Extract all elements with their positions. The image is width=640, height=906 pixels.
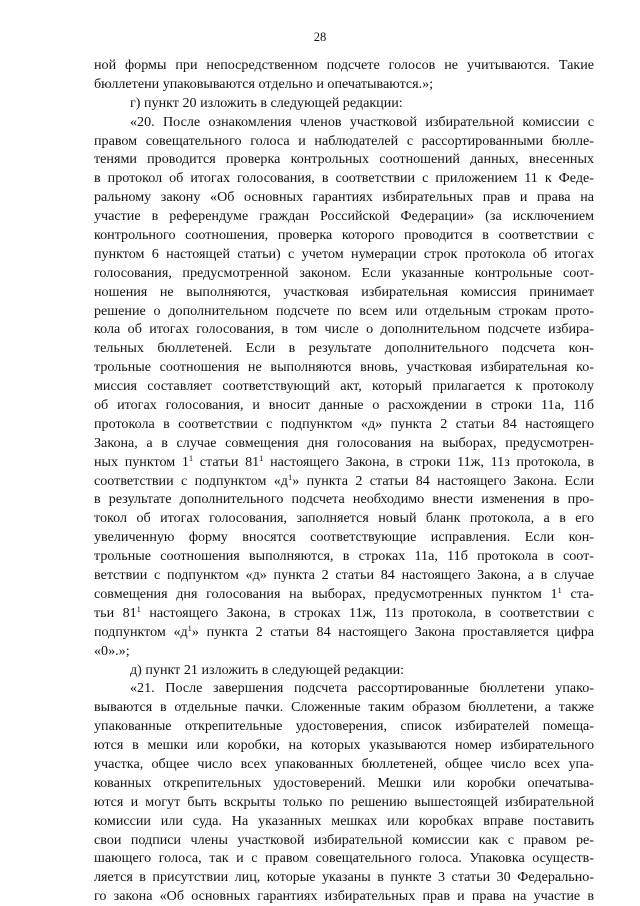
superscript: 1 xyxy=(188,452,194,463)
text-line: тельных бюллетеней. Если в результате дополнительного подсчета кон- xyxy=(94,340,594,357)
superscript: 1 xyxy=(557,584,562,595)
text-segment: » пункта 2 статьи 84 настоящего Закона проставляется цифра xyxy=(191,623,594,640)
text-line: ются в мешки или коробки, на которых указываются номер избирательного xyxy=(94,737,594,754)
text-line: пунктом 6 настоящей статьи) с учетом нумерации строк протокола об итогах xyxy=(94,245,594,262)
text-line: в результате дополнительного подсчета необходимо внести изменения в про- xyxy=(94,491,594,508)
text-segment: ных пунктом 1 xyxy=(94,453,189,470)
text-line xyxy=(94,604,594,623)
text-segment: настоящего Закона, в строках 11ж, 11з протокола, в соответствии с xyxy=(140,604,595,621)
superscript: 1 xyxy=(259,452,264,463)
text-line: ются и могут быть вскрыты только по решению вышестоящей избирательной xyxy=(94,793,594,810)
text-segment: соответствии с подпунктом «д xyxy=(94,472,288,489)
text-line: трольные соотношения не выполняются вновь, участковая избирательная ко- xyxy=(94,359,594,376)
text-line: решение о дополнительном подсчете по всем или отдельным строкам прото- xyxy=(94,302,594,319)
text-line: миссия составляет соответствующий акт, который прилагается к протоколу xyxy=(94,378,594,395)
text-line: бюллетени упаковываются отдельно и опечатываются.»; xyxy=(94,75,434,92)
superscript: 1 xyxy=(187,622,192,633)
text-segment: » пункта 2 статьи 84 настоящего Закона. Если xyxy=(292,472,594,489)
text-line: ношения не выполняются, участковая избирательная комиссия принимает xyxy=(94,283,594,300)
document-body xyxy=(94,56,594,906)
text-line: трольные соотношения выполняются, в строках 11а, 11б протокола в соот- xyxy=(94,548,594,565)
text-segment: настоящего Закона, в строки 11ж, 11з протокола, в xyxy=(263,453,595,470)
text-line xyxy=(94,623,594,642)
text-segment: тьи 81 xyxy=(94,604,137,621)
text-segment: статьи 81 xyxy=(193,453,260,470)
superscript: 1 xyxy=(136,603,141,614)
text-line: кола об итогах голосования, в том числе о дополнительном подсчете избира- xyxy=(94,321,594,338)
page-number: 28 xyxy=(313,30,327,44)
text-line xyxy=(94,472,594,491)
text-line xyxy=(94,453,594,472)
text-line: упакованные открепительные удостоверения, список избирателей помеща- xyxy=(94,718,594,735)
text-line: кованных открепительных удостоверений. Мешки или коробки опечатыва- xyxy=(94,774,594,791)
text-segment: совмещения дня голосования на выборах, предусмотренных пунктом 1 xyxy=(94,585,558,602)
text-line: вываются в отдельные пачки. Сложенные таким образом бюллетени, а также xyxy=(94,699,594,716)
text-line: участие в референдуме граждан Российской Федерации» (за исключением xyxy=(94,208,594,225)
text-line: «21. После завершения подсчета рассортированные бюллетени упако- xyxy=(130,680,594,697)
text-line: протокола в соответствии с подпунктом «д» пункта 2 статьи 84 настоящего xyxy=(94,415,594,432)
text-line: свои подписи члены участковой избирательной комиссии как с правом ре- xyxy=(94,831,594,848)
text-line: контрольного соотношения, проверка которого проводится в соответствии с xyxy=(94,227,594,244)
superscript: 1 xyxy=(287,471,293,482)
text-line: голосования, предусмотренной законом. Если указанные контрольные соот- xyxy=(94,264,594,281)
text-line: токол об итогах голосования, заполняется новый бланк протокола, а в его xyxy=(94,510,594,527)
text-line: «0».»; xyxy=(94,642,130,659)
text-segment: ста- xyxy=(561,585,594,602)
text-line: ветствии с подпунктом «д» пункта 2 статьи 84 настоящего Закона, а в случае xyxy=(94,567,594,584)
text-line: г) пункт 20 изложить в следующей редакции: xyxy=(130,94,403,111)
text-line: ляется в присутствии лиц, которые указаны в пункте 3 статьи 30 Федерально- xyxy=(94,869,594,886)
text-line: «20. После ознакомления членов участковой избирательной комиссии с xyxy=(130,113,594,130)
text-segment: подпунктом «д xyxy=(94,623,188,640)
text-line: д) пункт 21 изложить в следующей редакции: xyxy=(130,661,405,678)
text-line: го закона «Об основных гарантиях избирательных прав и права на участие в xyxy=(94,888,594,905)
text-line: правом совещательного голоса и наблюдателей с рассортированными бюлле- xyxy=(94,132,594,149)
text-line: увеличенную форму вносятся соответствующие исправления. Если кон- xyxy=(94,529,594,546)
text-line: комиссии или суда. На указанных мешках или коробках вправе поставить xyxy=(94,812,594,829)
text-line: ной формы при непосредственном подсчете голосов не учитываются. Такие xyxy=(94,57,594,73)
text-line: участка, общее число всех упакованных бюллетеней, общее число всех упа- xyxy=(94,755,594,772)
text-line: тенями проводится проверка контрольных соотношений данных, внесенных xyxy=(94,151,594,168)
text-line xyxy=(94,585,594,604)
text-line: шающего голоса, так и с правом совещательного голоса. Упаковка осуществ- xyxy=(94,850,594,867)
text-line: Закона, а в случае совмещения дня голосования на выборах, предусмотрен- xyxy=(94,434,594,451)
text-line: в протокол об итогах голосования, в соответствии с приложением 11 к Феде- xyxy=(94,170,594,187)
text-line: об итогах голосования, и вносит данные о расхождении в строки 11а, 11б xyxy=(94,397,594,414)
text-line: ральному закону «Об основных гарантиях избирательных прав и права на xyxy=(94,189,594,206)
